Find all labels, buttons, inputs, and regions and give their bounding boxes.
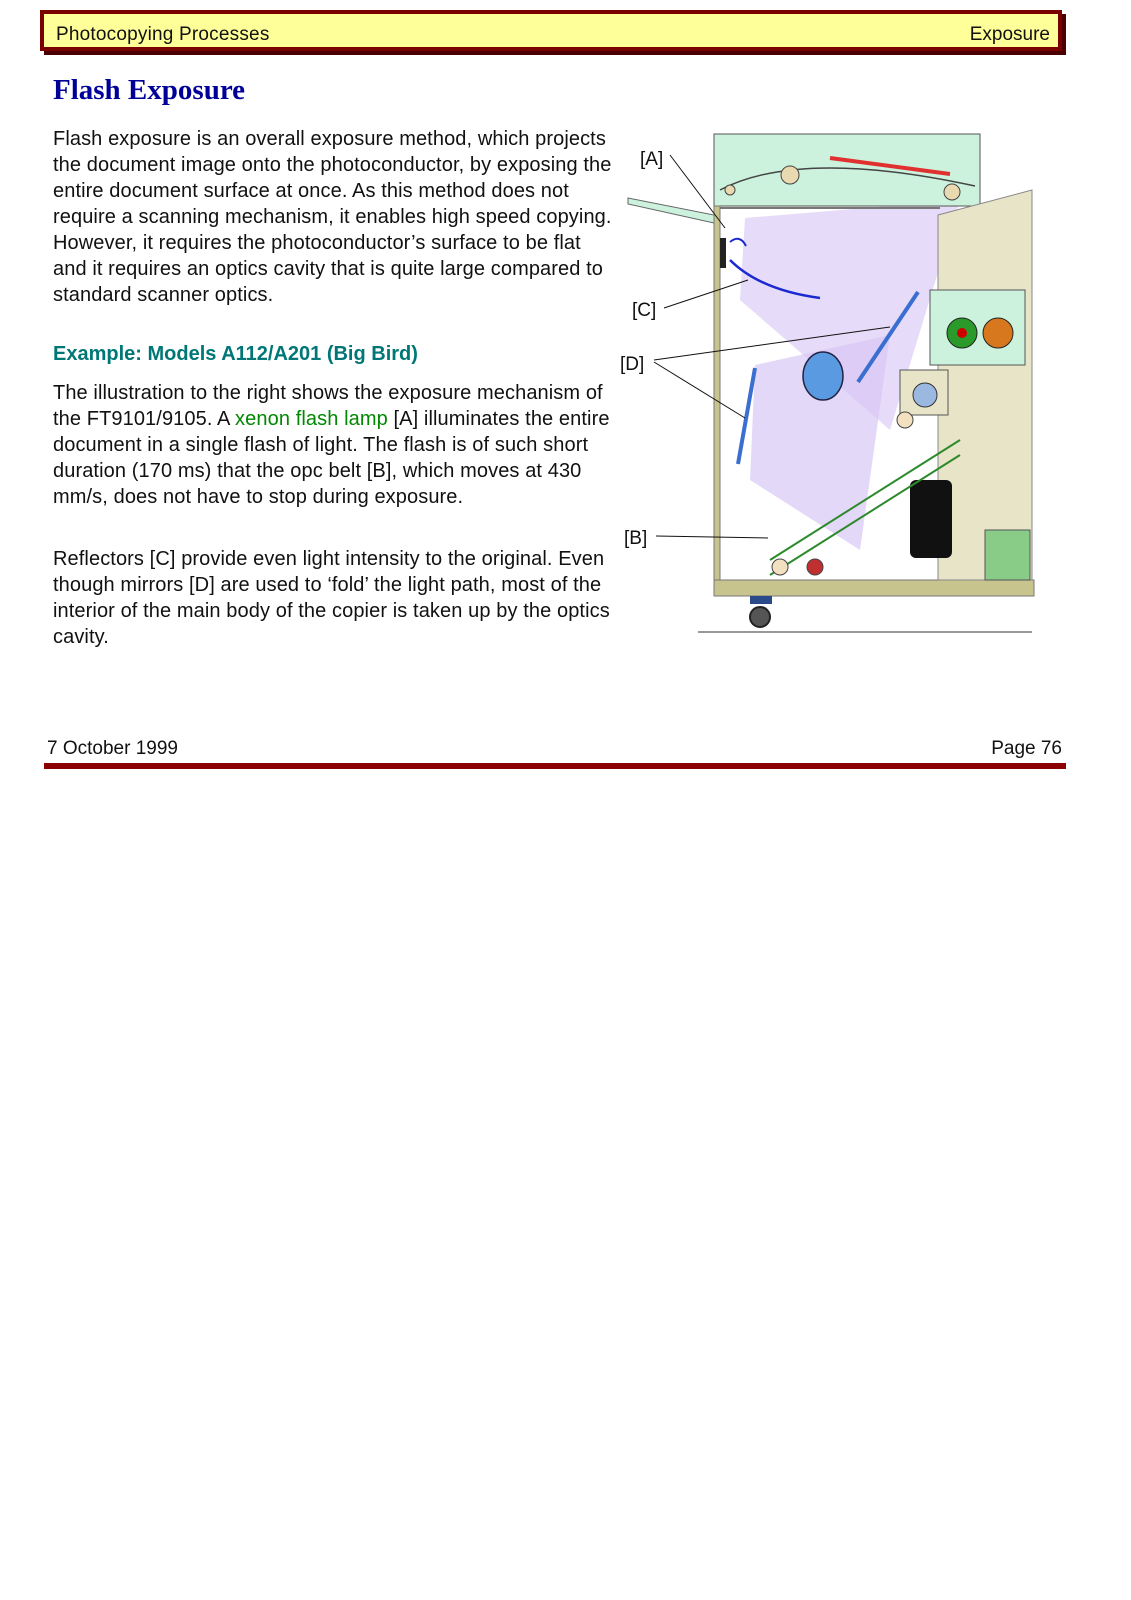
feeder-roller [944, 184, 960, 200]
xenon-flash-lamp [720, 238, 726, 268]
header-topic: Exposure [969, 24, 1050, 45]
footer-page: Page 76 [991, 738, 1062, 759]
belt-roller [772, 559, 788, 575]
green-roller-hub [957, 328, 967, 338]
label-d: [D] [620, 354, 645, 375]
example-text-before: The illustration to the right shows the exposure mechanism of the FT9101/9105. A [53, 382, 603, 430]
caster-wheel [750, 607, 770, 627]
belt-roller [897, 412, 913, 428]
belt-roller [807, 559, 823, 575]
charger-gear [913, 383, 937, 407]
page-header [40, 10, 1062, 51]
example-text-after: [A] illuminates the entire document in a single flash of light. The flash is of such short duration (170 ms) that the opc belt [B], which moves at 430 mm/s, does not have to stop during exposure. [53, 408, 610, 508]
lower-unit [985, 530, 1030, 580]
page-title: Flash Exposure [53, 74, 246, 106]
label-a: [A] [640, 149, 664, 170]
leader-line-c [664, 280, 748, 308]
label-b: [B] [624, 528, 648, 549]
reflectors-paragraph: Reflectors [C] provide even light intensity to the original. Even though mirrors [D] are used to ‘fold’ the light path, most of the interior of the main body of the copier is taken up by the optics cavity. [53, 548, 610, 648]
document-feeder [714, 134, 980, 206]
copier-diagram [600, 120, 1040, 640]
orange-roller [983, 318, 1013, 348]
frame-base [714, 580, 1034, 596]
example-paragraph [53, 380, 613, 510]
right-chassis [938, 190, 1032, 580]
feeder-roller [725, 185, 735, 195]
footer-rule [44, 763, 1066, 769]
leader-line-d-lower [654, 362, 745, 418]
header-section: Photocopying Processes [56, 24, 270, 45]
footer-date: 7 October 1999 [47, 738, 178, 759]
toner-hopper [910, 480, 952, 558]
intro-paragraph: Flash exposure is an overall exposure method, which projects the document image onto the photoconductor, by exposing the entire document surface at once. As this method does not require a scanning mechanism, it enables high speed copying. However, it requires the photoconductor’s surface to be flat and it requires an optics cavity that is quite large compared to standard scanner optics. [53, 128, 612, 306]
lens [803, 352, 843, 400]
feeder-roller [781, 166, 799, 184]
paper-tray [628, 198, 714, 223]
copier-cross-section-figure [600, 120, 1040, 640]
leader-line-b [656, 536, 768, 538]
example-heading: Example: Models A112/A201 (Big Bird) [53, 343, 418, 365]
xenon-flash-lamp-term: xenon flash lamp [235, 408, 388, 430]
caster-mount [750, 596, 772, 604]
label-c: [C] [632, 300, 657, 321]
